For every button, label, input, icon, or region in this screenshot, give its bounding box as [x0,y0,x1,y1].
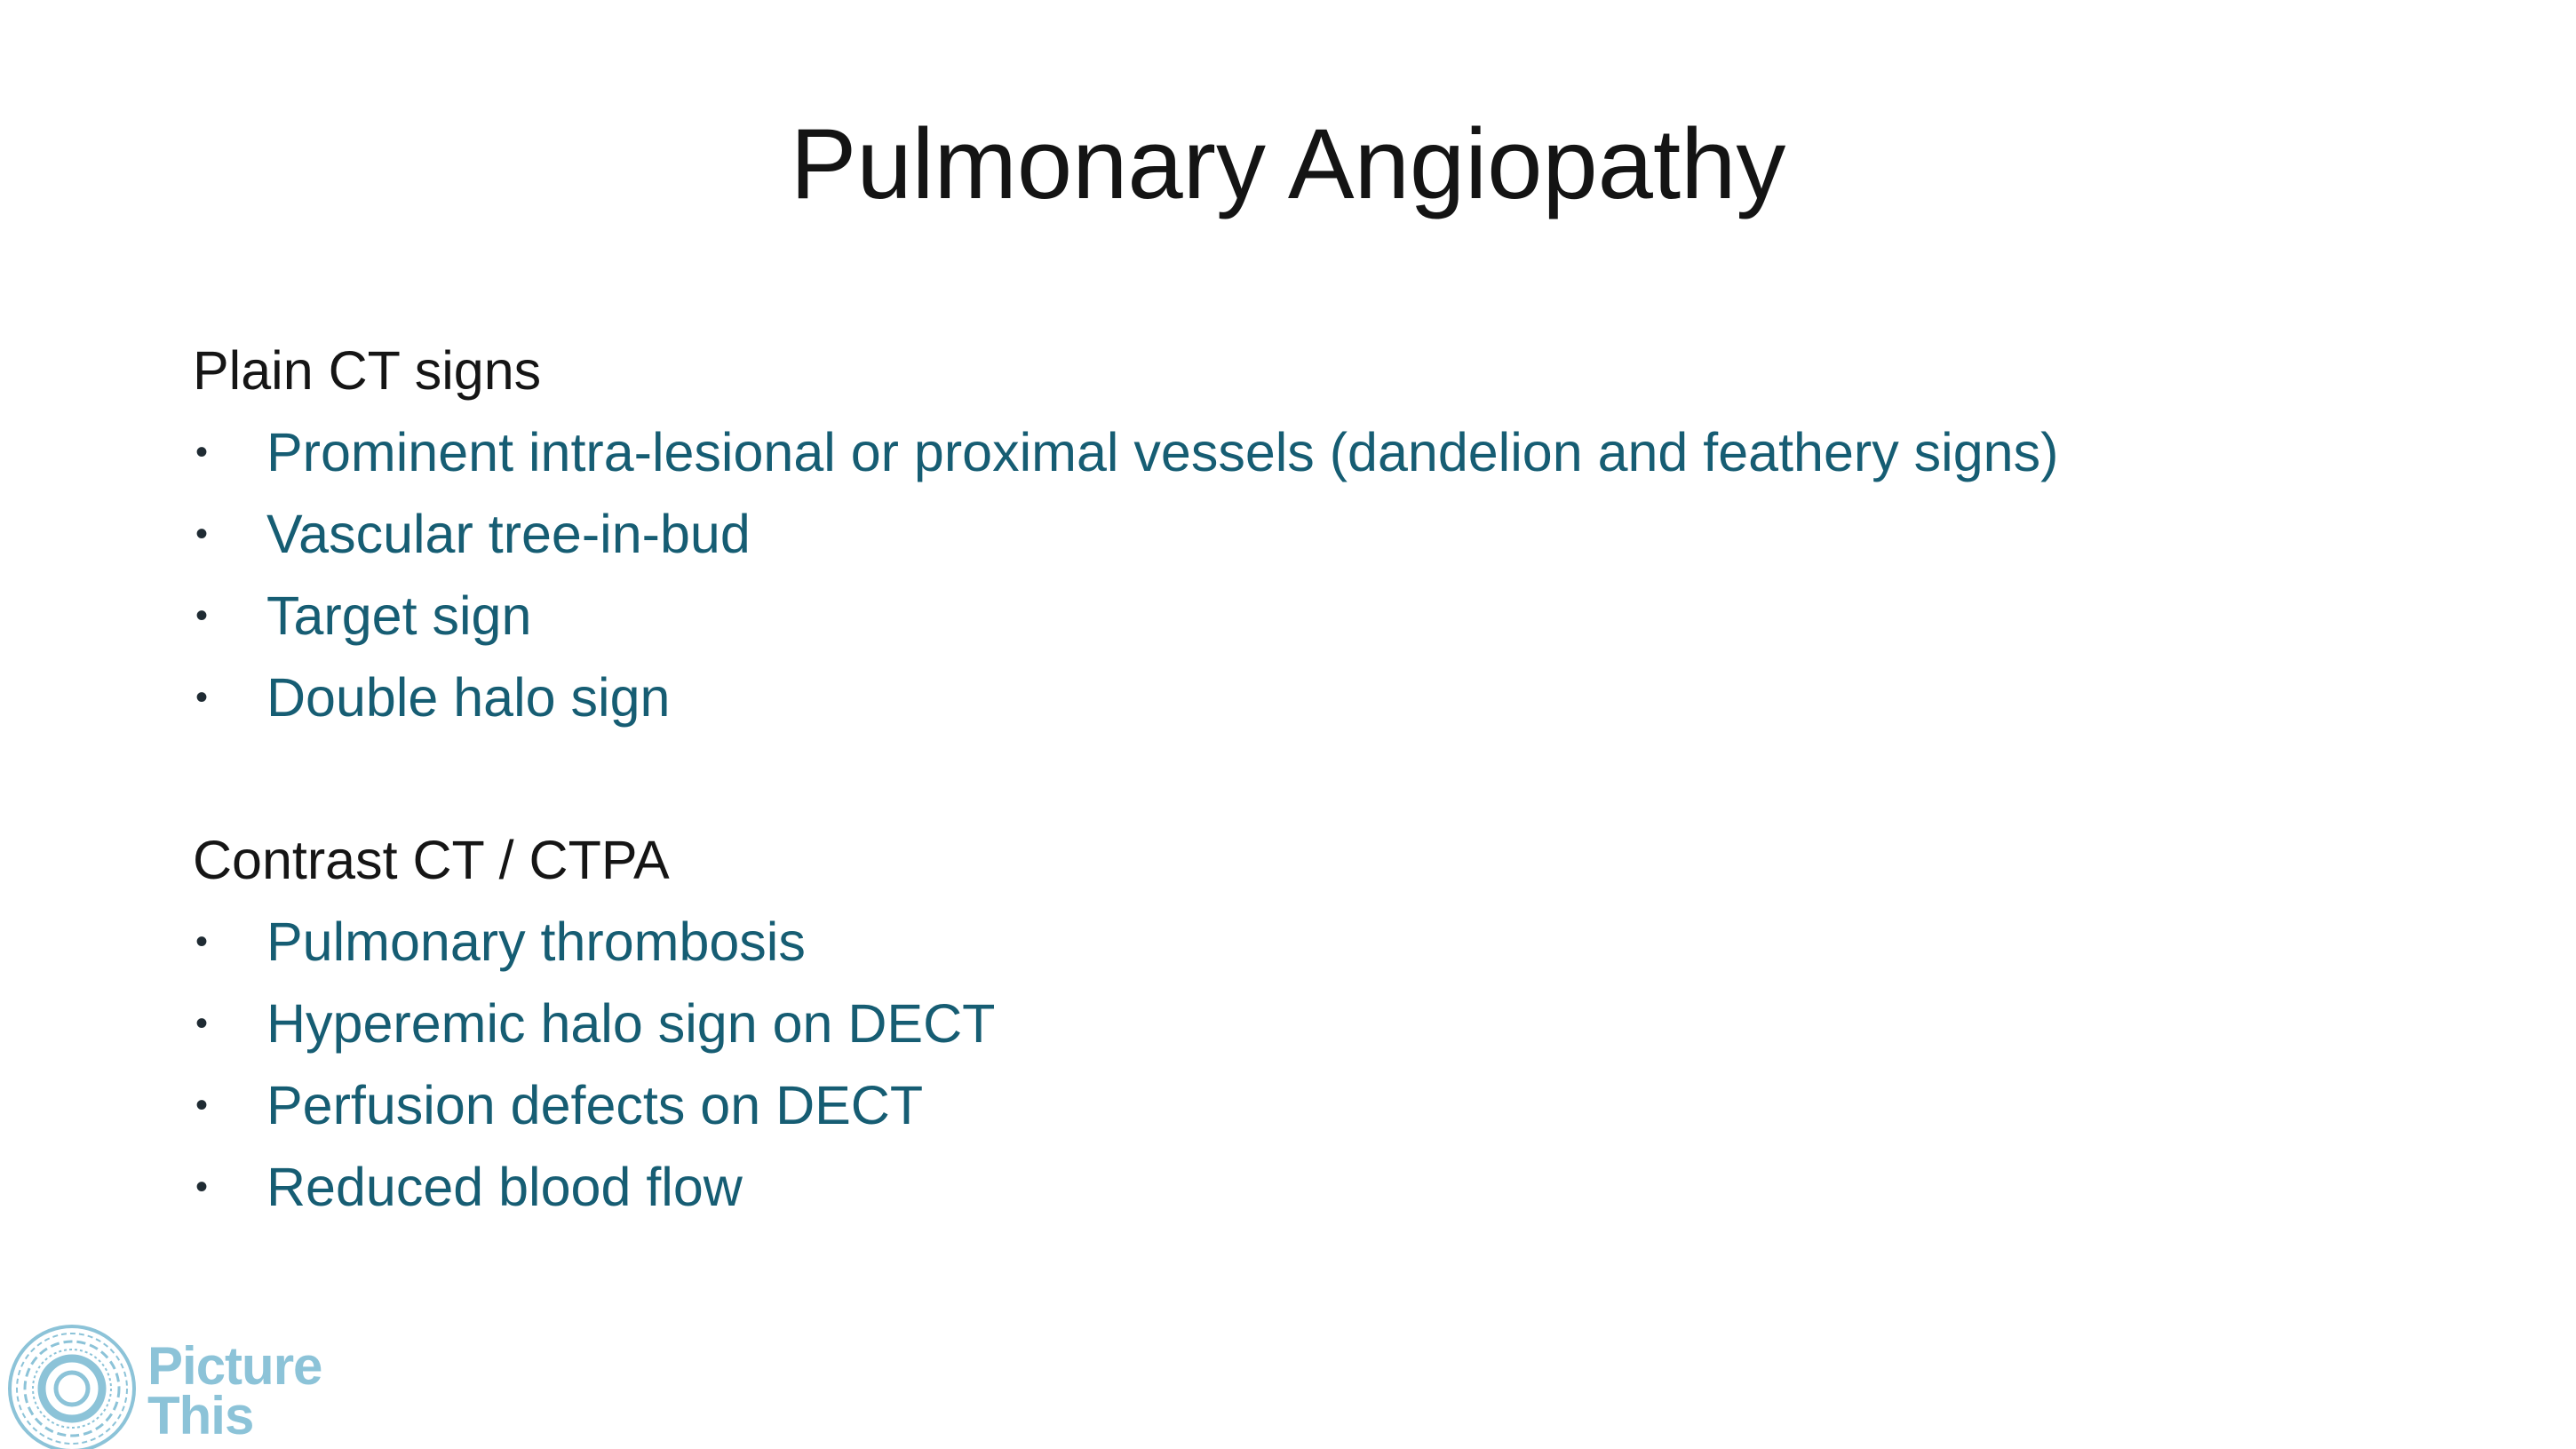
circular-medallion-icon [5,1322,139,1449]
list-item [193,901,806,983]
picture-this-logo [5,1322,361,1449]
section-heading-contrast-ct: Contrast CT / CTPA [193,830,670,890]
list-item-text: Reduced blood flow [266,1157,743,1217]
bullet-icon: • [195,1086,208,1125]
bullet-icon: • [195,514,208,553]
list-item-text: Hyperemic halo sign on DECT [266,993,996,1054]
bullet-icon: • [195,1004,208,1043]
list-item-text: Perfusion defects on DECT [266,1075,924,1135]
list-item [193,1146,743,1228]
bullet-icon: • [195,678,208,717]
list-item-text: Vascular tree-in-bud [266,504,751,564]
logo-line-1: Picture [147,1336,322,1396]
bullet-icon: • [195,433,208,472]
list-item-text: Pulmonary thrombosis [266,912,806,972]
section-plain-ct [193,330,2059,738]
list-item [193,983,996,1064]
list-item [193,1064,924,1146]
logo-line-2: This [147,1386,254,1445]
bullet-list-contrast-ct [193,901,996,1228]
list-item [193,493,751,575]
bullet-list-plain-ct [193,411,2059,738]
section-heading-plain-ct: Plain CT signs [193,340,542,401]
list-item [193,575,541,657]
slide-title: Pulmonary Angiopathy [790,108,1786,219]
bullet-icon: • [195,596,208,635]
bullet-icon: • [195,922,208,961]
list-item-text: Double halo sign [266,667,671,728]
list-item [193,411,2059,493]
logo-wordmark [147,1336,322,1445]
section-contrast-ct [193,819,996,1228]
list-item [193,657,671,738]
bullet-icon: • [195,1167,208,1206]
list-item-text: Prominent intra-lesional or proximal vessels (dandelion and feathery signs) [266,422,2059,482]
list-item-text: Target sign [266,585,532,646]
